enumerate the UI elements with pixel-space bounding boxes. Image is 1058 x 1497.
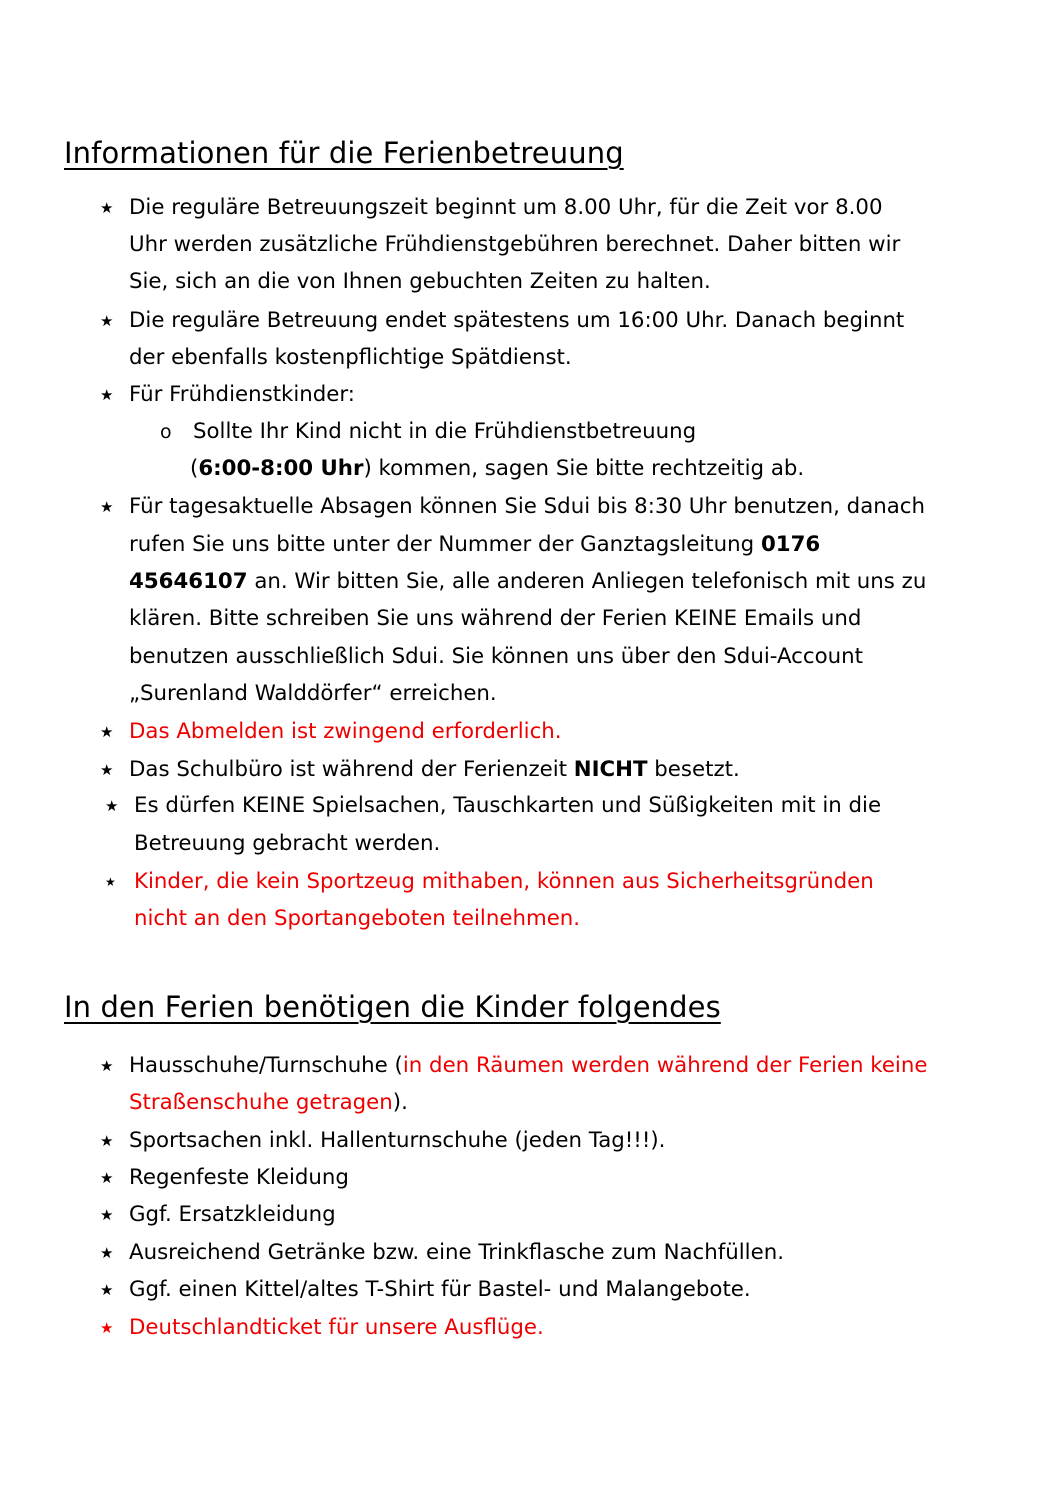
star-bullet-icon: ★ [100,1244,114,1262]
star-bullet-icon: ★ [100,199,114,217]
info-item-5-line-1: Das Abmelden ist zwingend erforderlich. [129,719,562,744]
red-note: Straßenschuhe getragen [129,1090,393,1115]
star-bullet-icon: ★ [100,1169,114,1187]
section2-heading: In den Ferien benötigen die Kinder folgendes [64,990,721,1024]
phone-number-part-1: 0176 [760,532,821,557]
info-item-4-line-3 [129,569,926,595]
needs-item-4: Ggf. Ersatzkleidung [129,1202,336,1227]
star-bullet-icon: ★ [100,723,114,741]
line-text: an. Wir bitten Sie, alle anderen Anliegen telefonisch mit uns zu [247,569,927,594]
needs-item-5: Ausreichend Getränke bzw. eine Trinkflasche zum Nachfüllen. [129,1240,784,1265]
needs-item-3: Regenfeste Kleidung [129,1165,349,1190]
info-item-3-sub-line-2 [190,456,804,482]
star-bullet-icon: ★ [100,761,114,779]
red-note: in den Räumen werden während der Ferien keine [402,1053,928,1078]
paren-open: ( [190,456,199,481]
star-bullet-icon: ★ [100,1057,114,1075]
line-text: Das Schulbüro ist während der Ferienzeit [129,757,574,782]
section1-heading: Informationen für die Ferienbetreuung [64,136,624,170]
star-bullet-icon: ★ [100,1206,114,1224]
info-item-4-line-2 [129,532,820,558]
info-item-8-line-1: Kinder, die kein Sportzeug mithaben, können aus Sicherheitsgründen [134,869,874,894]
info-item-4-line-5: benutzen ausschließlich Sdui. Sie können uns über den Sdui-Account [129,644,863,669]
info-item-6-line-1 [129,757,740,783]
info-item-4-line-6: „Surenland Walddörfer“ erreichen. [129,681,497,706]
line-text: ). [392,1090,408,1115]
info-item-3-line-1: Für Frühdienstkinder: [129,382,355,407]
info-item-1-line-2: Uhr werden zusätzliche Frühdienstgebühren berechnet. Daher bitten wir [129,232,901,257]
needs-item-1-line-1 [129,1053,927,1079]
star-bullet-icon: ★ [100,1132,114,1150]
info-item-7-line-1: Es dürfen KEINE Spielsachen, Tauschkarten und Süßigkeiten mit in die [134,793,882,818]
line-text: rufen Sie uns bitte unter der Nummer der Ganztagsleitung [129,532,761,557]
info-item-4-line-1: Für tagesaktuelle Absagen können Sie Sdui bis 8:30 Uhr benutzen, danach [129,494,926,519]
info-item-1-line-1: Die reguläre Betreuungszeit beginnt um 8.00 Uhr, für die Zeit vor 8.00 [129,195,883,220]
info-item-7-line-2: Betreuung gebracht werden. [134,831,441,856]
star-bullet-icon: ★ [100,498,114,516]
star-bullet-icon: ★ [100,386,114,404]
circle-bullet-icon: o [160,421,172,443]
needs-item-6: Ggf. einen Kittel/altes T-Shirt für Bastel- und Malangebote. [129,1277,751,1302]
info-item-1-line-3: Sie, sich an die von Ihnen gebuchten Zeiten zu halten. [129,269,711,294]
emphasis-not: NICHT [573,757,648,782]
star-bullet-icon: ★ [105,797,119,815]
info-item-2-line-1: Die reguläre Betreuung endet spätestens um 16:00 Uhr. Danach beginnt [129,308,905,333]
needs-item-7: Deutschlandticket für unsere Ausflüge. [129,1315,544,1340]
phone-number-part-2: 45646107 [129,569,248,594]
info-item-8-line-2: nicht an den Sportangeboten teilnehmen. [134,906,581,931]
line-text: Hausschuhe/Turnschuhe ( [129,1053,403,1078]
star-bullet-icon: ★ [100,1319,114,1337]
needs-item-2: Sportsachen inkl. Hallenturnschuhe (jeden Tag!!!). [129,1128,666,1153]
star-bullet-icon: ★ [105,875,116,889]
early-service-hours: 6:00-8:00 Uhr [198,456,364,481]
star-bullet-icon: ★ [100,1281,114,1299]
star-bullet-icon: ★ [100,312,114,330]
line-text: besetzt. [647,757,740,782]
needs-item-1-line-2 [129,1090,408,1116]
info-item-4-line-4: klären. Bitte schreiben Sie uns während der Ferien KEINE Emails und [129,606,862,631]
info-item-2-line-2: der ebenfalls kostenpflichtige Spätdienst. [129,345,572,370]
info-item-3-sub-line-1: Sollte Ihr Kind nicht in die Frühdienstbetreuung [193,419,697,444]
sub-line-rest: ) kommen, sagen Sie bitte rechtzeitig ab. [363,456,805,481]
